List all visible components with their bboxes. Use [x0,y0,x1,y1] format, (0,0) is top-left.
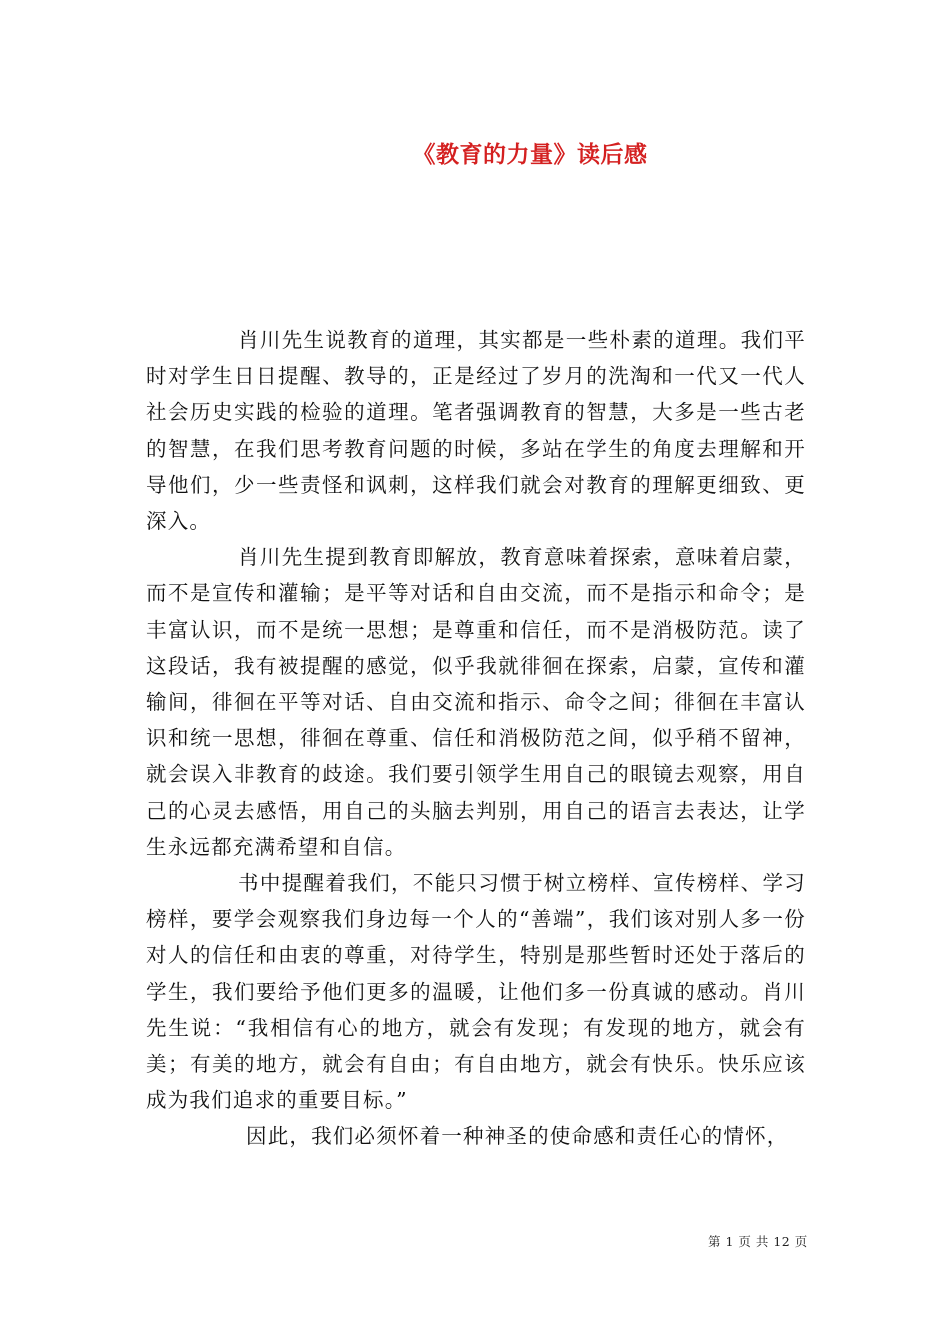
page-number-footer: 第 1 页 共 12 页 [708,1234,808,1249]
paragraph-2: 肖川先生提到教育即解放，教育意味着探索，意味着启蒙，而不是宣传和灌输；是平等对话和自由交流，而不是指示和命令；是丰富认识，而不是统一思想；是尊重和信任，而不是消极防范。读了这段话，我有被提醒的感觉，似乎我就徘徊在探索，启蒙，宣传和灌输间，徘徊在平等对话、自由交流和指示、命令之间；徘徊在丰富认识和统一思想，徘徊在尊重、信任和消极防范之间，似乎稍不留神，就会误入非教育的歧途。我们要引领学生用自己的眼镜去观察，用自己的心灵去感悟，用自己的头脑去判别，用自己的语言去表达，让学生永远都充满希望和自信。 [146,545,806,859]
document-title: 《教育的力量》读后感 [412,141,648,168]
paragraph-1: 肖川先生说教育的道理，其实都是一些朴素的道理。我们平时对学生日日提醒、教导的，正是经过了岁月的洗淘和一代又一代人社会历史实践的检验的道理。笔者强调教育的智慧，大多是一些古老的智慧，在我们思考教育问题的时候，多站在学生的角度去理解和开导他们，少一些责怪和讽刺，这样我们就会对教育的理解更细致、更深入。 [146,328,806,534]
paragraph-3: 书中提醒着我们，不能只习惯于树立榜样、宣传榜样、学习榜样，要学会观察我们身边每一个人的“善端”，我们该对别人多一份对人的信任和由衷的尊重，对待学生，特别是那些暂时还处于落后的学生，我们要给予他们更多的温暖，让他们多一份真诚的感动。肖川先生说：“我相信有心的地方，就会有发现；有发现的地方，就会有美；有美的地方，就会有自由；有自由地方，就会有快乐。快乐应该成为我们追求的重要目标。” [146,871,806,1113]
paragraph-4: 因此，我们必须怀着一种神圣的使命感和责任心的情怀， [246,1124,789,1149]
document-body [146,322,806,1155]
